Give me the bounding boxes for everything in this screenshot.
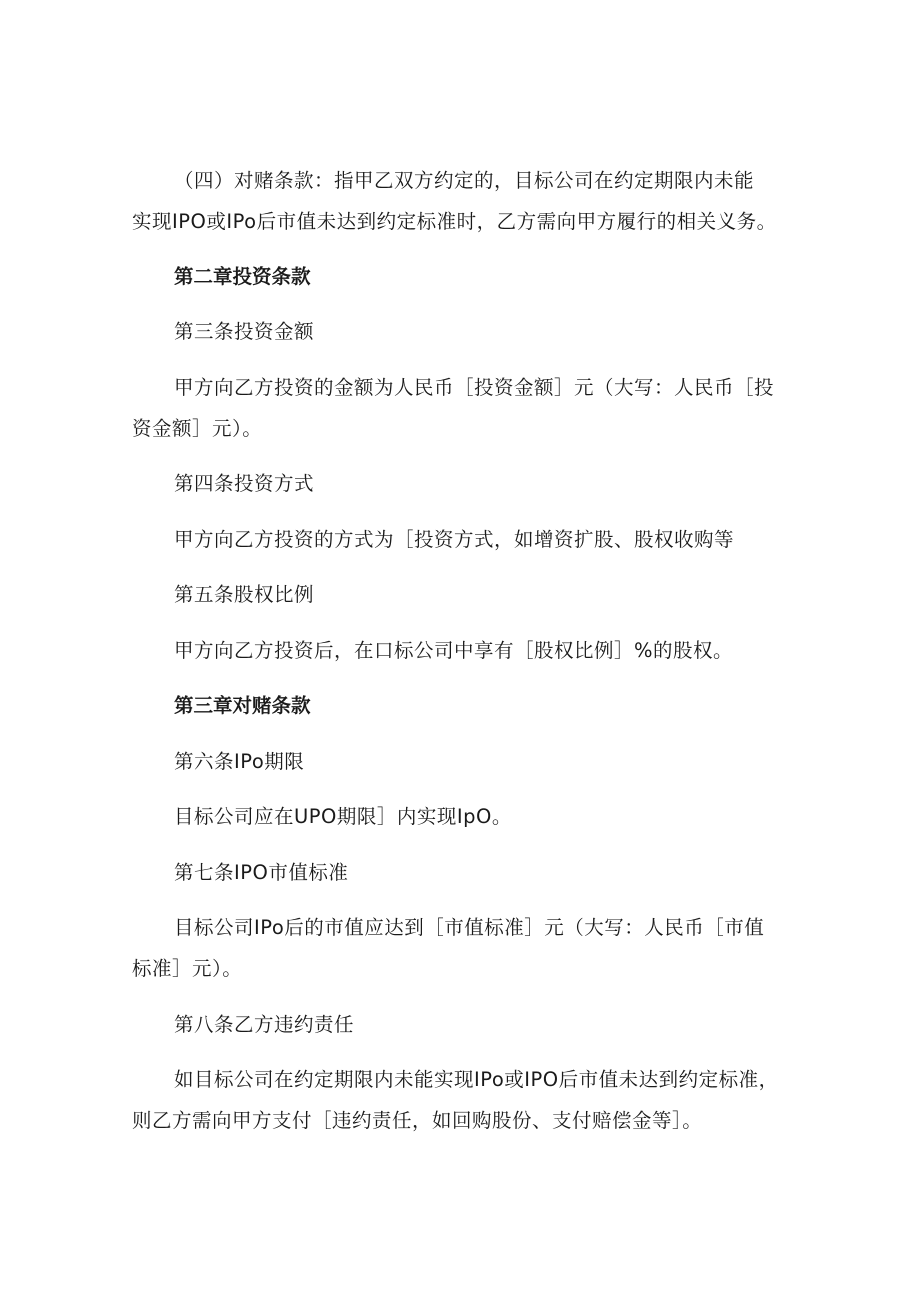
article-7-title: 第七条IPO市值标准 bbox=[174, 861, 349, 884]
clause-4-line-2: 实现IPO或IPo后市值未达到约定标准时，乙方需向甲方履行的相关义务。 bbox=[132, 210, 777, 233]
clause-4-line-1: （四）对赌条款：指甲乙双方约定的，目标公司在约定期限内未能 bbox=[174, 169, 755, 192]
article-8-line-2: 则乙方需向甲方支付［违约责任，如回购股份、支付赔偿金等］。 bbox=[132, 1109, 703, 1132]
article-3-line-1: 甲方向乙方投资的金额为人民币［投资金额］元（大写：人民币［投 bbox=[174, 376, 775, 399]
article-8-line-1: 如目标公司在约定期限内未能实现IPo或IPO后市值未达到约定标准， bbox=[174, 1068, 779, 1091]
article-8-title: 第八条乙方违约责任 bbox=[174, 1013, 355, 1036]
article-5-line-1: 甲方向乙方投资后，在口标公司中享有［股权比例］%的股权。 bbox=[174, 639, 734, 662]
article-4-line-1: 甲方向乙方投资的方式为［投资方式，如增资扩股、股权收购等 bbox=[174, 528, 735, 551]
article-4-title: 第四条投资方式 bbox=[174, 472, 315, 495]
article-7-line-2: 标准］元）。 bbox=[132, 957, 243, 980]
chapter-2-heading: 第二章投资条款 bbox=[174, 265, 311, 288]
article-7-line-1: 目标公司IPo后的市值应达到［市值标准］元（大写：人民币［市值 bbox=[174, 916, 765, 939]
article-3-title: 第三条投资金额 bbox=[174, 320, 315, 343]
article-6-title: 第六条IPo期限 bbox=[174, 750, 305, 773]
article-3-line-2: 资金额］元）。 bbox=[132, 417, 263, 440]
article-5-title: 第五条股权比例 bbox=[174, 583, 315, 606]
chapter-3-heading: 第三章对赌条款 bbox=[174, 694, 311, 717]
article-6-line-1: 目标公司应在UPO期限］内实现IpO。 bbox=[174, 805, 512, 828]
